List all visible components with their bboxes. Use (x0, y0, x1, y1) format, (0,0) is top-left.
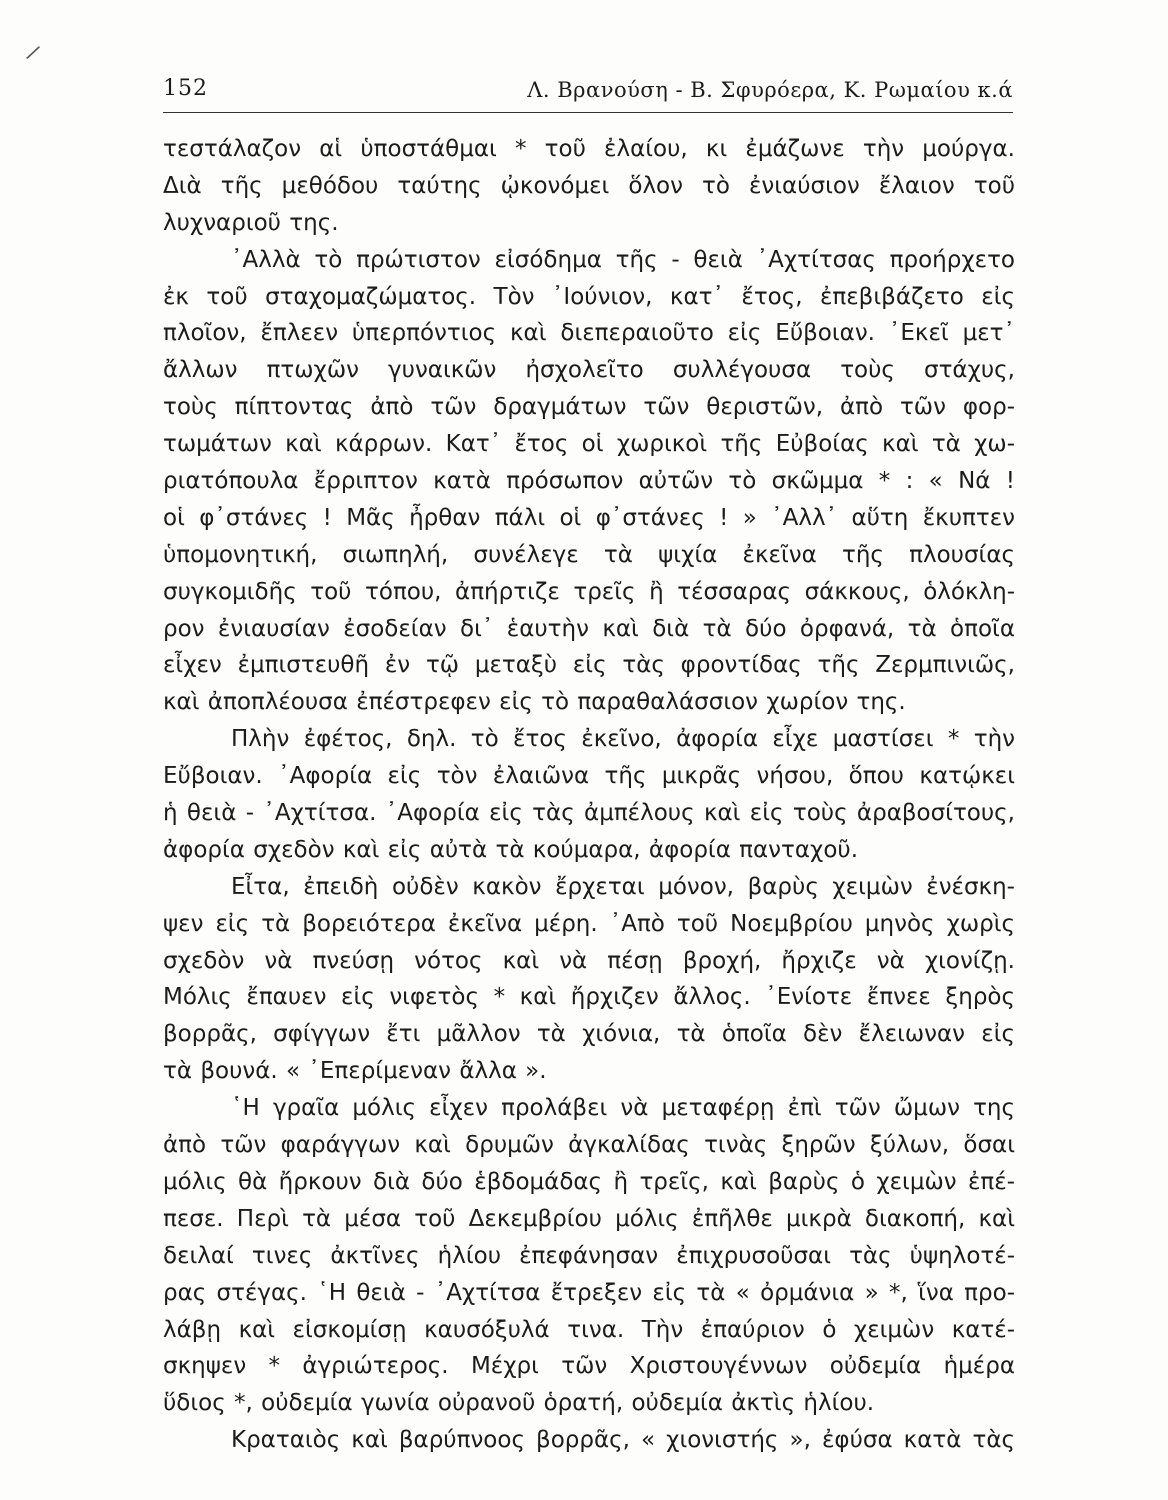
text-line: ἡ θειὰ - ᾿Αχτίτσα. ᾿Αφορία εἰς τὰς ἀμπέλους καὶ εἰς τοὺς ἀραβοσίτους, (163, 800, 1015, 827)
text-line: οἱ φ᾿στάνες ! Μᾶς ἦρθαν πάλι οἱ φ᾿στάνες ! » ᾿Αλλ᾿ αὕτη ἔκυπτεν (163, 504, 1015, 531)
paragraph-start-line: Εἶτα, ἐπειδὴ οὐδὲν κακὸν ἔρχεται μόνον, βαρὺς χειμὼν ἐνέσκη- (231, 873, 1015, 900)
text-line: ριατόπουλα ἔρριπτον κατὰ πρόσωπον αὐτῶν τὸ σκῶμμα * : « Νά ! (163, 468, 1015, 495)
text-line: λυχναριοῦ της. (163, 209, 339, 236)
text-line: τὰ βουνά. « ᾿Επερίμεναν ἄλλα ». (163, 1058, 547, 1085)
body-text (163, 131, 1015, 1459)
text-line: μόλις θὰ ἤρκουν διὰ δύο ἑβδομάδας ἢ τρεῖς, καὶ βαρὺς ὁ χειμὼν ἐπέ- (163, 1168, 1015, 1195)
paragraph-start-line: ᾿Αλλὰ τὸ πρώτιστον εἰσόδημα τῆς - θειὰ ᾿Αχτίτσας προήρχετο (231, 246, 1015, 273)
text-line: δειλαί τινες ἀκτῖνες ἡλίου ἐπεφάνησαν ἐπιχρυσοῦσαι τὰς ὑψηλοτέ- (163, 1242, 1015, 1269)
text-line: ψεν εἰς τὰ βορειότερα ἐκεῖνα μέρη. ᾿Απὸ τοῦ Νοεμβρίου μηνὸς χωρὶς (163, 910, 1015, 937)
text-line: Διὰ τῆς μεθόδου ταύτης ᾠκονόμει ὅλον τὸ ἐνιαύσιον ἔλαιον τοῦ (163, 172, 1015, 199)
text-line: τωμάτων καὶ κάρρων. Κατ᾿ ἔτος οἱ χωρικοὶ τῆς Εὐβοίας καὶ τὰ χω- (163, 431, 1015, 458)
text-line: ρον ἐνιαυσίαν ἐσοδείαν δι᾿ ἑαυτὴν καὶ διὰ τὰ δύο ὀρφανά, τὰ ὁποῖα (163, 615, 1015, 642)
text-line: ὑπομονητική, σιωπηλή, συνέλεγε τὰ ψιχία ἐκεῖνα τῆς πλουσίας (163, 541, 1015, 568)
text-line: ὕδιος *, οὐδεμία γωνία οὐρανοῦ ὁρατή, οὐδεμία ἀκτὶς ἡλίου. (163, 1390, 875, 1417)
page-header (163, 72, 1013, 113)
text-line: τεστάλαζον αἱ ὑποστάθμαι * τοῦ ἐλαίου, κι ἐμάζωνε τὴν μούργα. (163, 136, 1015, 162)
text-line: εἶχεν ἐμπιστευθῆ ἐν τῷ μεταξὺ εἰς τὰς φροντίδας τῆς Ζερμπινιῶς, (163, 652, 1015, 679)
text-line: πλοῖον, ἔπλεεν ὑπερπόντιος καὶ διεπεραιοῦτο εἰς Εὔβοιαν. ᾿Εκεῖ μετ᾿ (163, 320, 1015, 347)
text-line: συγκομιδῆς τοῦ τόπου, ἀπήρτιζε τρεῖς ἢ τέσσαρας σάκκους, ὁλόκλη- (163, 578, 1015, 605)
text-line: σχεδὸν νὰ πνεύσῃ νότος καὶ νὰ πέσῃ βροχή, ἤρχιζε νὰ χιονίζῃ. (163, 947, 1015, 974)
running-head: Λ. Βρανούση - Β. Σφυρόερα, Κ. Ρωμαίου κ.ά (527, 78, 1013, 102)
text-line: Εὔβοιαν. ᾿Αφορία εἰς τὸν ἐλαιῶνα τῆς μικρᾶς νήσου, ὅπου κατῴκει (163, 763, 1015, 790)
paragraph-start-line: ῾Η γραῖα μόλις εἶχεν προλάβει νὰ μεταφέρῃ ἐπὶ τῶν ὤμων της (231, 1095, 1015, 1122)
page-number: 152 (163, 76, 208, 101)
ink-speck: / (24, 39, 43, 65)
text-line: πεσε. Περὶ τὰ μέσα τοῦ Δεκεμβρίου μόλις ἐπῆλθε μικρὰ διακοπή, καὶ (163, 1205, 1015, 1232)
text-line: ρας στέγας. ῾Η θειὰ - ᾿Αχτίτσα ἔτρεξεν εἰς τὰ « ὀρμάνια » *, ἵνα προ- (163, 1279, 1015, 1306)
text-line: ἀφορία σχεδὸν καὶ εἰς αὐτὰ τὰ κούμαρα, ἀφορία πανταχοῦ. (163, 836, 859, 863)
text-line: ἐκ τοῦ σταχομαζώματος. Τὸν ᾿Ιούνιον, κατ᾿ ἔτος, ἐπεβιβάζετο εἰς (163, 283, 1015, 310)
paragraph-start-line: Κραταιὸς καὶ βαρύπνοος βορρᾶς, « χιονιστής », ἐφύσα κατὰ τὰς (231, 1427, 1015, 1454)
text-line: Μόλις ἔπαυεν εἰς νιφετὸς * καὶ ἤρχιζεν ἄλλος. ᾿Ενίοτε ἔπνεε ξηρὸς (163, 984, 1015, 1011)
text-line: ἀπὸ τῶν φαράγγων καὶ δρυμῶν ἀγκαλίδας τινὰς ξηρῶν ξύλων, ὅσαι (163, 1132, 1015, 1159)
paragraph-start-line: Πλὴν ἐφέτος, δηλ. τὸ ἔτος ἐκεῖνο, ἀφορία εἶχε μαστίσει * τὴν (231, 726, 1015, 753)
text-line: σκηψεν * ἀγριώτερος. Μέχρι τῶν Χριστουγέννων οὐδεμία ἡμέρα (163, 1353, 1015, 1380)
text-line: λάβῃ καὶ εἰσκομίσῃ καυσόξυλά τινα. Τὴν ἐπαύριον ὁ χειμὼν κατέ- (163, 1316, 1015, 1343)
text-line: τοὺς πίπτοντας ἀπὸ τῶν δραγμάτων τῶν θεριστῶν, ἀπὸ τῶν φορ- (163, 394, 1015, 421)
text-line: βορρᾶς, σφίγγων ἔτι μᾶλλον τὰ χιόνια, τὰ ὁποῖα δὲν ἔλειωναν εἰς (163, 1021, 1015, 1048)
text-line: καὶ ἀποπλέουσα ἐπέστρεφεν εἰς τὸ παραθαλάσσιον χωρίον της. (163, 689, 906, 716)
text-line: ἄλλων πτωχῶν γυναικῶν ἠσχολεῖτο συλλέγουσα τοὺς στάχυς, (163, 357, 1015, 384)
